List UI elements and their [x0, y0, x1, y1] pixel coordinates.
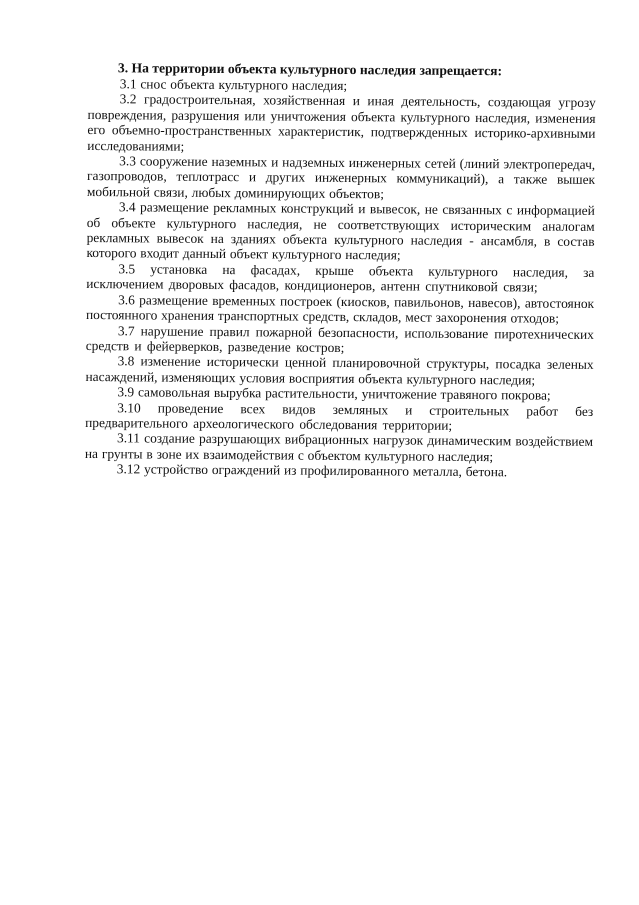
list-item-3-12: 3.12 устройство ограждений из профилированного металла, бетона. — [116, 461, 508, 480]
list-item-3-3: 3.3 сооружение наземных и надземных инженерных сетей (линий электропередач, газопроводов, теплотрасс и других инженерных коммуникаций), а также вышек мобильной связи, любых доминирующих объектов; — [86, 153, 596, 202]
list-item-3-6: 3.6 размещение временных построек (киосков, павильонов, навесов), автостоянок постоянного хранения транспортных средств, складов, мест захоронения отходов; — [85, 291, 595, 326]
list-item-3-9: 3.9 самовольная вырубка растительности, уничтожение травяного покрова; — [117, 384, 551, 403]
document-body — [85, 60, 596, 481]
list-item-3-2: 3.2 градостроительная, хозяйственная и иная деятельность, создающая угрозу повреждения, разрушения или уничтожения объекта культурного наследия, изменения его объемно-пространственных характеристик, подтвержденных историко-архивными исследованиями; — [87, 91, 596, 154]
list-item-3-10: 3.10 проведение всех видов земляных и строительных работ без предварительного археологического обследования территории; — [85, 399, 594, 433]
list-item-3-1: 3.1 снос объекта культурного наследия; — [119, 76, 348, 94]
list-item-3-8: 3.8 изменение исторически ценной планировочной структуры, посадка зеленых насаждений, изменяющих условия восприятия объекта культурного наследия; — [85, 353, 594, 388]
list-item-3-11: 3.11 создание разрушающих вибрационных нагрузок динамическим воздействием на грунты в зоне их взаимодействия с объектом культурного наследия; — [84, 430, 594, 464]
list-item-3-7: 3.7 нарушение правил пожарной безопасности, использование пиротехнических средств и фейерверков, разведение костров; — [85, 322, 594, 355]
section-heading: 3. На территории объекта культурного наследия запрещается: — [117, 60, 503, 79]
list-item-3-5: 3.5 установка на фасадах, крыше объекта культурного наследия, за исключением дворовых фасадов, кондиционеров, антенн спутниковой связи; — [86, 261, 595, 295]
list-item-3-4: 3.4 размещение рекламных конструкций и вывесок, не связанных с информацией об объекте культурного наследия, не соответствующих историческим аналогам рекламных вывесок на зданиях объекта культурного наследия - ансамбля, в состав которого входит данный объект культурного наследия; — [86, 199, 595, 263]
